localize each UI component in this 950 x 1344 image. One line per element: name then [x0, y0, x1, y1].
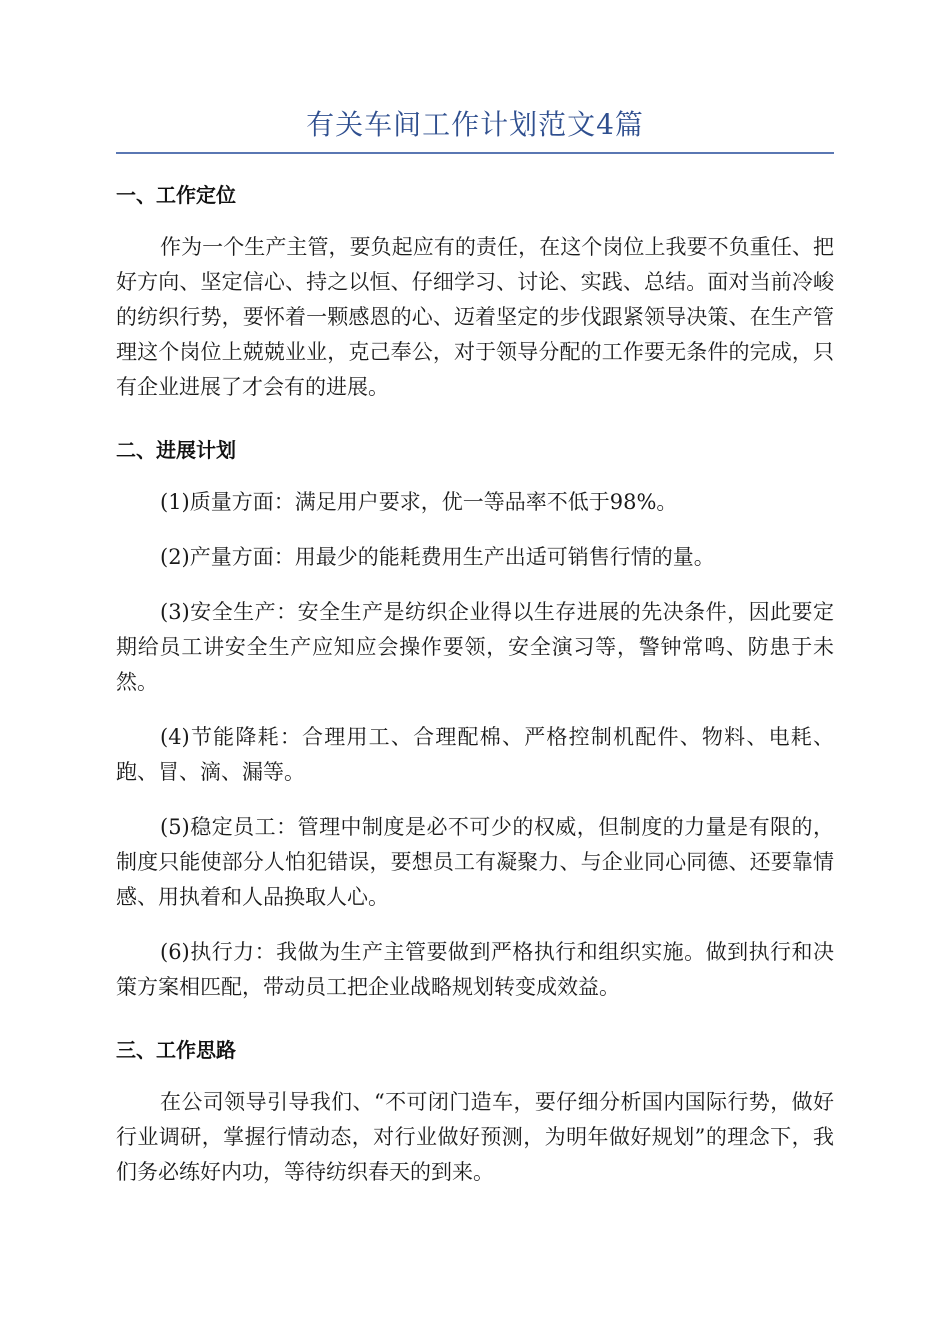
document-page — [116, 108, 834, 1210]
paragraph: (2)产量方面：用最少的能耗费用生产出适可销售行情的量。 — [160, 544, 715, 569]
title-underline — [116, 152, 834, 154]
section-heading: 二、进展计划 — [116, 437, 236, 462]
paragraph: (6)执行力：我做为生产主管要做到严格执行和组织实施。做到执行和决策方案相匹配，带动员工把企业战略规划转变成效益。 — [116, 939, 834, 999]
paragraph: (5)稳定员工：管理中制度是必不可少的权威，但制度的力量是有限的，制度只能使部分人怕犯错误，要想员工有凝聚力、与企业同心同德、还要靠情感、用执着和人品换取人心。 — [116, 814, 834, 909]
section-development-plan — [116, 435, 834, 1005]
document-title: 有关车间工作计划范文4篇 — [306, 108, 644, 141]
paragraph: 作为一个生产主管，要负起应有的责任，在这个岗位上我要不负重任、把好方向、坚定信心、持之以恒、仔细学习、讨论、实践、总结。面对当前冷峻的纺织行势，要怀着一颗感恩的心、迈着坚定的步伐跟紧领导决策、在生产管理这个岗位上兢兢业业，克己奉公，对于领导分配的工作要无条件的完成，只有企业进展了才会有的进展。 — [116, 234, 834, 399]
section-work-positioning — [116, 180, 834, 405]
section-work-approach — [116, 1035, 834, 1190]
paragraph: 在公司领导引导我们、“不可闭门造车，要仔细分析国内国际行势，做好行业调研，掌握行情动态，对行业做好预测，为明年做好规划”的理念下，我们务必练好内功，等待纺织春天的到来。 — [116, 1089, 834, 1184]
paragraph: (1)质量方面：满足用户要求，优一等品率不低于98%。 — [160, 489, 678, 514]
section-heading: 三、工作思路 — [116, 1037, 236, 1062]
paragraph: (3)安全生产：安全生产是纺织企业得以生存进展的先决条件，因此要定期给员工讲安全生产应知应会操作要领，安全演习等，警钟常鸣、防患于未然。 — [116, 599, 834, 694]
section-heading: 一、工作定位 — [116, 182, 236, 207]
paragraph: (4)节能降耗：合理用工、合理配棉、严格控制机配件、物料、电耗、跑、冒、滴、漏等。 — [116, 724, 834, 784]
